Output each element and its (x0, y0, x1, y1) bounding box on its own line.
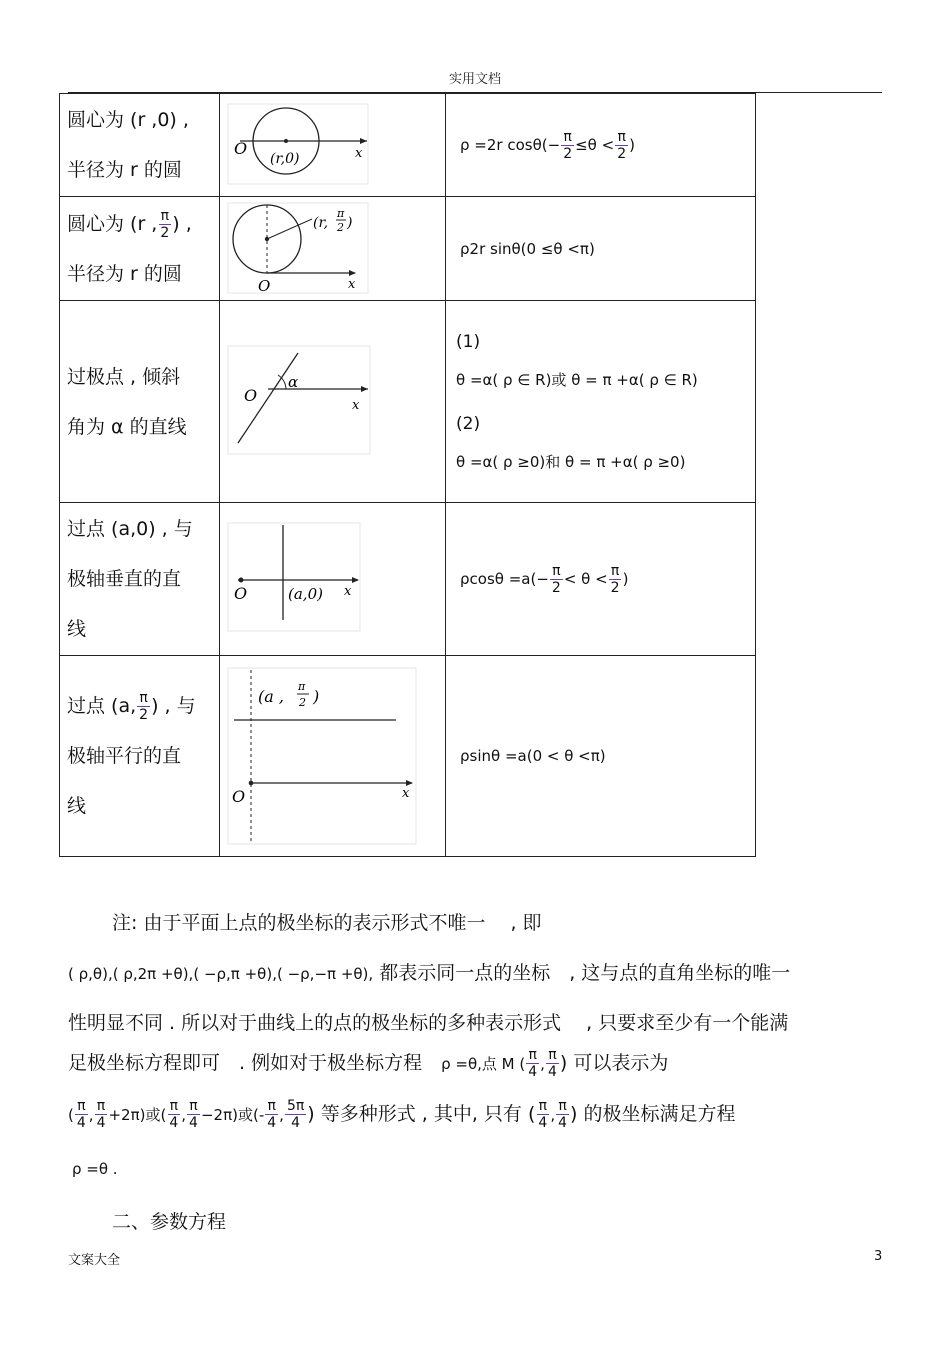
desc-line: 角为 α 的直线 (67, 415, 187, 438)
note-math: −2π)或(- (200, 1106, 265, 1124)
comma: , (279, 1106, 284, 1124)
desc-line: 半径为 r 的圆 (67, 159, 182, 181)
fraction (556, 1098, 569, 1131)
table-row (60, 656, 756, 857)
denominator: 4 (267, 1115, 277, 1131)
row-figure (220, 503, 446, 656)
note-line-6: ρ =θ . (72, 1160, 118, 1178)
denominator: 4 (169, 1115, 179, 1131)
fraction (158, 208, 171, 241)
denominator: 2 (551, 579, 561, 596)
fraction (167, 1098, 180, 1131)
point-label: (r, (313, 215, 329, 231)
denominator: 4 (538, 1115, 548, 1131)
fraction (265, 1098, 278, 1131)
denominator: 2 (563, 145, 573, 162)
note-line-5 (68, 1098, 868, 1131)
eq-text: < θ < (563, 569, 608, 588)
note-line-1: 注: 由于平面上点的极坐标的表示形式不唯一 , 即 (112, 912, 542, 934)
circle-on-axis-figure (220, 94, 445, 192)
row-desc (60, 301, 220, 503)
x-axis-label: x (402, 786, 410, 801)
numerator: π (267, 1098, 276, 1114)
fraction (609, 563, 622, 596)
numerator: π (96, 1098, 106, 1114)
denominator: 4 (76, 1115, 86, 1131)
page-number: 3 (874, 1249, 883, 1264)
denominator: 2 (610, 579, 620, 596)
row-equation (446, 197, 756, 301)
numerator: π (77, 1098, 86, 1114)
fraction (561, 129, 574, 162)
line-through-pole-figure (220, 301, 445, 498)
row-desc (60, 656, 220, 857)
numerator: 5π (286, 1098, 305, 1114)
note-text: ) 等多种形式 , 其中, 只有 ( (307, 1103, 536, 1125)
table-row (60, 301, 756, 503)
note-line-3: 性明显不同 . 所以对于曲线上的点的极坐标的多种表示形式 , 只要求至少有一个能满 (68, 1012, 789, 1034)
table-row (60, 503, 756, 656)
eq-text: ) (629, 135, 635, 154)
case-tag: (2) (456, 413, 481, 434)
vertical-line-figure (220, 503, 445, 651)
row-figure (220, 94, 446, 197)
footer-left: 文案大全 (68, 1253, 121, 1268)
numerator: π (610, 562, 620, 579)
comma: , (550, 1106, 556, 1124)
numerator: π (563, 128, 572, 145)
desc-text: 过点 (a, (67, 695, 137, 717)
numerator: π (548, 1047, 557, 1063)
desc-text: ) , 与 (151, 695, 196, 717)
eq-text: ρsinθ =a(0 < θ <π) (460, 747, 606, 765)
desc-line: 过点 (a,0) , 与 (67, 518, 193, 540)
numerator: π (189, 1098, 198, 1114)
row-equation (446, 656, 756, 857)
denominator: 4 (189, 1115, 198, 1131)
numerator: π (538, 1098, 548, 1114)
desc-line (67, 199, 219, 249)
denominator: 2 (139, 707, 149, 723)
note-line-4 (68, 1047, 868, 1080)
origin-label: O (234, 139, 248, 158)
eq-text: ≤θ < (575, 135, 615, 154)
desc-line: 极轴垂直的直 (67, 568, 182, 590)
denominator: 4 (291, 1115, 301, 1131)
origin-label: O (244, 386, 258, 405)
polar-equation-table (59, 93, 756, 857)
x-axis-label: x (355, 146, 363, 161)
section-heading: 二、参数方程 (112, 1211, 227, 1233)
row-desc (60, 94, 220, 197)
origin-label: O (258, 277, 271, 295)
two-label: 2 (337, 221, 344, 234)
comma: , (181, 1106, 187, 1124)
table-row (60, 197, 756, 301)
comma: , (88, 1106, 94, 1124)
eq-text: ρcosθ =a(− (460, 569, 549, 588)
origin-label: O (234, 584, 248, 603)
point-label: (a,0) (288, 585, 323, 603)
eq-text: θ =α( ρ ∈ R)或 θ = π +α( ρ ∈ R) (456, 370, 698, 389)
fraction (75, 1098, 88, 1131)
desc-text: ) , (172, 212, 192, 235)
circle-above-pole-figure (220, 197, 445, 296)
desc-line: 圆心为 (r ,0) , (67, 109, 189, 131)
desc-line: 过极点 , 倾斜 (67, 365, 181, 388)
desc-line: 半径为 r 的圆 (67, 262, 182, 285)
row-figure (220, 656, 446, 857)
paren: ( (68, 1106, 74, 1124)
eq-text: ρ =2r cosθ(− (460, 135, 561, 154)
numerator: π (528, 1047, 537, 1063)
row-desc (60, 197, 220, 301)
desc-text: 圆心为 (r , (67, 212, 158, 235)
note-line-2 (68, 958, 868, 985)
x-axis-label: x (352, 398, 360, 413)
fraction (550, 563, 563, 596)
denominator: 4 (547, 1064, 557, 1080)
point-label: (a , (258, 687, 284, 706)
pi-label: π (298, 680, 306, 693)
row-equation (446, 94, 756, 197)
pi-label: π (337, 207, 345, 220)
eq-text: θ =α( ρ ≥0)和 θ = π +α( ρ ≥0) (456, 452, 686, 471)
point-label-end: ) (347, 215, 353, 231)
row-desc (60, 503, 220, 656)
numerator: π (160, 207, 170, 224)
eq-text: ) (622, 569, 629, 588)
note-text: 点 M ( (481, 1055, 526, 1073)
horizontal-line-figure (220, 656, 445, 852)
numerator: π (169, 1098, 179, 1114)
row-figure (220, 197, 446, 301)
fraction (526, 1047, 539, 1080)
numerator: π (139, 690, 148, 706)
numerator: π (617, 128, 626, 145)
desc-line: 线 (67, 795, 87, 817)
denominator: 4 (528, 1064, 538, 1080)
point-label: (r,0) (270, 151, 300, 167)
denominator: 2 (160, 224, 170, 241)
fraction (95, 1098, 108, 1131)
case-tag: (1) (456, 331, 481, 352)
fraction (615, 129, 628, 162)
note-text: ) 可以表示为 (559, 1052, 669, 1074)
x-axis-label: x (348, 277, 356, 292)
numerator: π (558, 1098, 567, 1114)
comma: , (540, 1055, 545, 1073)
fraction (137, 690, 150, 723)
fraction (546, 1047, 559, 1080)
origin-label: O (232, 787, 246, 806)
note-math: ( ρ,θ),( ρ,2π +θ),( −ρ,π +θ),( −ρ,−π +θ), (68, 965, 374, 983)
fraction (285, 1098, 306, 1131)
denominator: 4 (558, 1115, 568, 1131)
row-equation (446, 301, 756, 503)
eq-text: ρ2r sinθ(0 ≤θ <π) (460, 239, 595, 258)
fraction (187, 1098, 200, 1131)
note-text: 都表示同一点的坐标 , 这与点的直角坐标的唯一 (373, 962, 791, 984)
denominator: 2 (617, 145, 627, 162)
fraction (536, 1098, 549, 1131)
note-math: +2π)或( (108, 1106, 167, 1124)
note-math: ρ =θ, (441, 1055, 482, 1073)
point-label-end: ) (313, 687, 320, 706)
numerator: π (552, 562, 561, 579)
desc-line: 线 (67, 618, 87, 640)
x-axis-label: x (344, 584, 352, 599)
two-label: 2 (299, 696, 306, 709)
note-text: ) 的极坐标满足方程 (570, 1103, 736, 1125)
angle-label: α (288, 373, 299, 391)
table-row (60, 94, 756, 197)
row-equation (446, 503, 756, 656)
desc-line (67, 681, 219, 731)
page-header: 实用文档 (448, 72, 501, 87)
note-text: 足极坐标方程即可 . 例如对于极坐标方程 (68, 1052, 442, 1074)
desc-line: 极轴平行的直 (67, 745, 182, 767)
row-figure (220, 301, 446, 503)
denominator: 4 (96, 1115, 106, 1131)
